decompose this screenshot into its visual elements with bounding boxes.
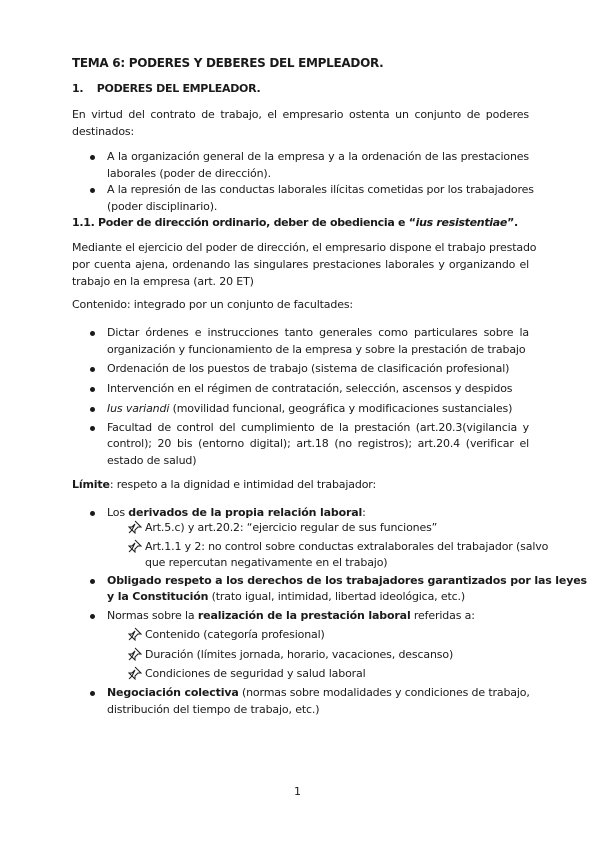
section-1-1-latin-term: ius resistentiae [415, 216, 508, 229]
ius-variandi-term: Ius variandi [107, 402, 170, 415]
section-1-1-title-end: ”. [507, 216, 518, 229]
bullet-icon [90, 691, 95, 696]
bullet-icon [90, 426, 95, 431]
bullet-icon [90, 188, 95, 193]
paragraph-2-line-2: por cuenta ajena, ordenando las singulares prestaciones laborales y organizando el [72, 258, 529, 271]
limite-3-bold: realización de la prestación laboral [197, 609, 411, 622]
intro-line-2: destinados: [72, 125, 135, 138]
limite-1b-line-1: Art.1.1 y 2: no control sobre conductas extralaborales del trabajador (salvo [145, 540, 549, 553]
facultad-5-line-2: control); 20 bis (entorno digital); art.18 (no registros); art.20.4 (verificar el [107, 437, 529, 450]
limite-4-bold: Negociación colectiva [107, 686, 239, 699]
facultad-2: Ordenación de los puestos de trabajo (sistema de clasificación profesional) [107, 362, 510, 375]
limite-1a: Art.5.c) y art.20.2: “ejercicio regular de sus funciones” [145, 521, 438, 534]
section-1-1-title: 1.1. Poder de dirección ordinario, deber de obediencia e “ [72, 216, 416, 229]
pushpin-icon [127, 520, 142, 534]
limite-2-line-2 [107, 590, 465, 604]
limite-4-line-1 [107, 686, 529, 700]
facultad-4 [107, 402, 512, 416]
limite-2-line-1: Obligado respeto a los derechos de los trabajadores garantizados por las leyes [107, 574, 587, 587]
facultad-4-rest: (movilidad funcional, geográfica y modificaciones sustanciales) [169, 402, 513, 415]
limite-4-line-2: distribución del tiempo de trabajo, etc.) [107, 703, 320, 716]
bullet-icon [90, 387, 95, 392]
limite-line [72, 478, 376, 492]
bullet-2-line-1: A la represión de las conductas laborales ilícitas cometidas por los trabajadores [107, 183, 534, 196]
facultad-1-line-1: Dictar órdenes e instrucciones tanto generales como particulares sobre la [107, 326, 529, 339]
limite-3-post: referidas a: [410, 609, 475, 622]
limite-1b-line-2: que repercutan negativamente en el trabajo) [145, 556, 388, 569]
intro-line-1: En virtud del contrato de trabajo, el empresario ostenta un conjunto de poderes [72, 108, 529, 121]
limite-text: : respeto a la dignidad e intimidad del trabajador: [109, 478, 377, 491]
document-title: TEMA 6: PODERES Y DEBERES DEL EMPLEADOR. [72, 56, 384, 70]
paragraph-2-line-3: trabajo en la empresa (art. 20 ET) [72, 275, 254, 288]
limite-3c: Condiciones de seguridad y salud laboral [145, 667, 366, 680]
limite-1-pre: Los [107, 506, 129, 519]
limite-3 [107, 609, 475, 623]
pushpin-icon [127, 627, 142, 641]
pushpin-icon [127, 666, 142, 680]
bullet-icon [90, 367, 95, 372]
limite-1-bold: derivados de la propia relación laboral [128, 506, 363, 519]
limite-1-post: : [362, 506, 366, 519]
bullet-1-line-2: laborales (poder de dirección). [107, 167, 271, 180]
contenido-line: Contenido: integrado por un conjunto de facultades: [72, 298, 353, 311]
limite-label: Límite [72, 478, 110, 491]
bullet-icon [90, 614, 95, 619]
bullet-icon [90, 407, 95, 412]
limite-3-pre: Normas sobre la [107, 609, 198, 622]
bullet-1-line-1: A la organización general de la empresa y a la ordenación de las prestaciones [107, 150, 529, 163]
limite-2-bold: y la Constitución [107, 590, 209, 603]
limite-3b: Duración (límites jornada, horario, vacaciones, descanso) [145, 648, 454, 661]
page-number: 1 [294, 785, 301, 798]
facultad-1-line-2: organización y funcionamiento de la empresa y sobre la prestación de trabajo [107, 343, 526, 356]
limite-1 [107, 506, 366, 520]
section-1-1-heading [72, 216, 518, 230]
limite-4-rest: (normas sobre modalidades y condiciones de trabajo, [238, 686, 530, 699]
limite-3a: Contenido (categoría profesional) [145, 628, 325, 641]
section-1-title: PODERES DEL EMPLEADOR. [96, 82, 261, 95]
bullet-icon [90, 331, 95, 336]
section-1-number: 1. [72, 82, 84, 95]
paragraph-2-line-1: Mediante el ejercicio del poder de dirección, el empresario dispone el trabajo prestado [72, 241, 537, 254]
bullet-icon [90, 579, 95, 584]
bullet-icon [90, 511, 95, 516]
section-1-heading [72, 82, 260, 96]
facultad-3: Intervención en el régimen de contratación, selección, ascensos y despidos [107, 382, 513, 395]
bullet-2-line-2: (poder disciplinario). [107, 200, 218, 213]
pushpin-icon [127, 539, 142, 553]
facultad-5-line-1: Facultad de control del cumplimiento de la prestación (art.20.3(vigilancia y [107, 421, 529, 434]
pushpin-icon [127, 647, 142, 661]
facultad-5-line-3: estado de salud) [107, 454, 197, 467]
bullet-icon [90, 155, 95, 160]
limite-2-rest: (trato igual, intimidad, libertad ideológica, etc.) [208, 590, 466, 603]
